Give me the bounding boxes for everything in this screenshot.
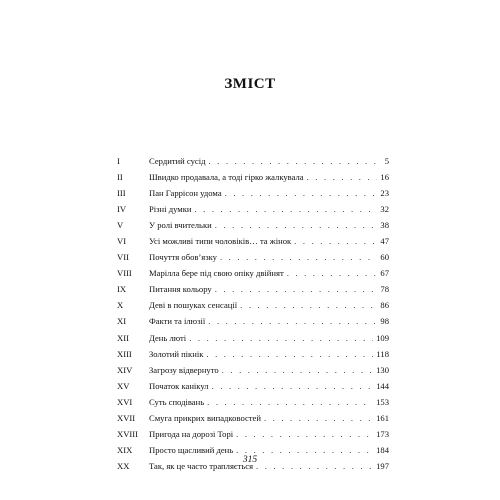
dot-leader bbox=[240, 297, 377, 313]
chapter-title: Питання кольору bbox=[149, 284, 212, 295]
chapter-number: II bbox=[117, 172, 123, 183]
toc-entry bbox=[117, 378, 389, 394]
table-of-contents bbox=[117, 153, 389, 474]
chapter-title: Смуга прикрих випадковостей bbox=[149, 412, 261, 423]
chapter-page: 16 bbox=[380, 172, 389, 183]
toc-entry bbox=[117, 362, 389, 378]
toc-entry bbox=[117, 185, 389, 201]
chapter-title: Так, як це часто трапляється bbox=[149, 460, 254, 471]
dot-leader bbox=[208, 313, 377, 329]
chapter-number: XIV bbox=[117, 364, 133, 375]
chapter-title: Загрозу відвернуто bbox=[149, 364, 219, 375]
chapter-page: 144 bbox=[376, 380, 389, 391]
toc-entry bbox=[117, 153, 389, 169]
toc-entry bbox=[117, 313, 389, 329]
dot-leader bbox=[212, 378, 374, 394]
chapter-number: XII bbox=[117, 332, 129, 343]
chapter-title: Пригода на дорозі Торі bbox=[149, 428, 234, 439]
chapter-page: 60 bbox=[380, 252, 389, 263]
chapter-title: Початок канікул bbox=[149, 380, 209, 391]
chapter-number: VII bbox=[117, 252, 129, 263]
chapter-title: Усі можливі типи чоловіків… та жінок bbox=[149, 236, 292, 247]
dot-leader bbox=[189, 330, 373, 346]
dot-leader bbox=[287, 265, 378, 281]
chapter-title: Різні думки bbox=[149, 204, 192, 215]
chapter-number: XX bbox=[117, 460, 130, 471]
chapter-title: Просто щасливий день bbox=[149, 444, 234, 455]
chapter-page: 173 bbox=[376, 428, 389, 439]
dot-leader bbox=[307, 169, 378, 185]
dot-leader bbox=[215, 217, 378, 233]
chapter-title: Сердитий сусід bbox=[149, 156, 206, 166]
toc-entry bbox=[117, 281, 389, 297]
chapter-title: Деві в пошуках сенсації bbox=[149, 300, 238, 311]
toc-entry bbox=[117, 217, 389, 233]
dot-leader bbox=[222, 362, 373, 378]
chapter-title: У ролі вчительки bbox=[149, 220, 212, 231]
chapter-title: День люті bbox=[149, 332, 187, 343]
chapter-number: IV bbox=[117, 204, 127, 215]
chapter-title: Золотий пікнік bbox=[149, 348, 204, 359]
chapter-page: 130 bbox=[376, 364, 389, 375]
chapter-number: I bbox=[117, 156, 120, 166]
dot-leader bbox=[294, 233, 377, 249]
chapter-page: 38 bbox=[380, 220, 389, 231]
chapter-number: V bbox=[117, 220, 124, 231]
chapter-page: 86 bbox=[380, 300, 389, 311]
chapter-page: 78 bbox=[380, 284, 389, 295]
chapter-page: 47 bbox=[380, 236, 389, 247]
chapter-title: Пан Гаррісон удома bbox=[149, 188, 222, 199]
page-title: ЗМІСТ bbox=[224, 76, 276, 92]
chapter-number: XVI bbox=[117, 396, 133, 407]
chapter-number: XIX bbox=[117, 444, 133, 455]
chapter-number: XVII bbox=[117, 412, 136, 423]
chapter-page: 153 bbox=[376, 396, 389, 407]
chapter-title: Факти та ілюзії bbox=[149, 316, 206, 327]
chapter-number: VIII bbox=[117, 268, 132, 279]
chapter-page: 197 bbox=[376, 460, 389, 471]
toc-entry bbox=[117, 410, 389, 426]
chapter-number: XI bbox=[117, 316, 127, 327]
chapter-page: 67 bbox=[380, 268, 389, 279]
chapter-number: X bbox=[117, 300, 124, 311]
dot-leader bbox=[208, 153, 381, 169]
chapter-title: Марілла бере під свою опіку двійнят bbox=[149, 268, 284, 279]
toc-entry bbox=[117, 201, 389, 217]
chapter-title: Суть сподівань bbox=[149, 396, 205, 407]
chapter-number: XIII bbox=[117, 348, 132, 359]
toc-entry bbox=[117, 330, 389, 346]
chapter-page: 5 bbox=[384, 156, 389, 166]
dot-leader bbox=[236, 426, 373, 442]
dot-leader bbox=[225, 185, 378, 201]
chapter-page: 184 bbox=[376, 444, 389, 455]
page-number: 315 bbox=[242, 455, 258, 465]
toc-entry bbox=[117, 426, 389, 442]
chapter-number: XVIII bbox=[117, 428, 138, 439]
chapter-page: 98 bbox=[380, 316, 389, 327]
toc-entry bbox=[117, 249, 389, 265]
chapter-page: 109 bbox=[376, 332, 389, 343]
chapter-number: VI bbox=[117, 236, 127, 247]
toc-entry bbox=[117, 346, 389, 362]
dot-leader bbox=[206, 346, 373, 362]
chapter-page: 32 bbox=[380, 204, 389, 215]
chapter-title: Почуття обов’язку bbox=[149, 252, 217, 263]
chapter-number: XV bbox=[117, 380, 130, 391]
toc-entry bbox=[117, 169, 389, 185]
chapter-title: Швидко продавала, а тоді гірко жалкувала bbox=[149, 172, 304, 183]
dot-leader bbox=[220, 249, 377, 265]
chapter-page: 161 bbox=[376, 412, 389, 423]
chapter-number: IX bbox=[117, 284, 127, 295]
chapter-number: III bbox=[117, 188, 126, 199]
dot-leader bbox=[207, 394, 373, 410]
toc-entry bbox=[117, 297, 389, 313]
dot-leader bbox=[194, 201, 377, 217]
toc-entry bbox=[117, 233, 389, 249]
toc-entry bbox=[117, 394, 389, 410]
dot-leader bbox=[215, 281, 378, 297]
chapter-page: 118 bbox=[376, 348, 389, 359]
chapter-page: 23 bbox=[380, 188, 389, 199]
dot-leader bbox=[264, 410, 373, 426]
toc-entry bbox=[117, 265, 389, 281]
